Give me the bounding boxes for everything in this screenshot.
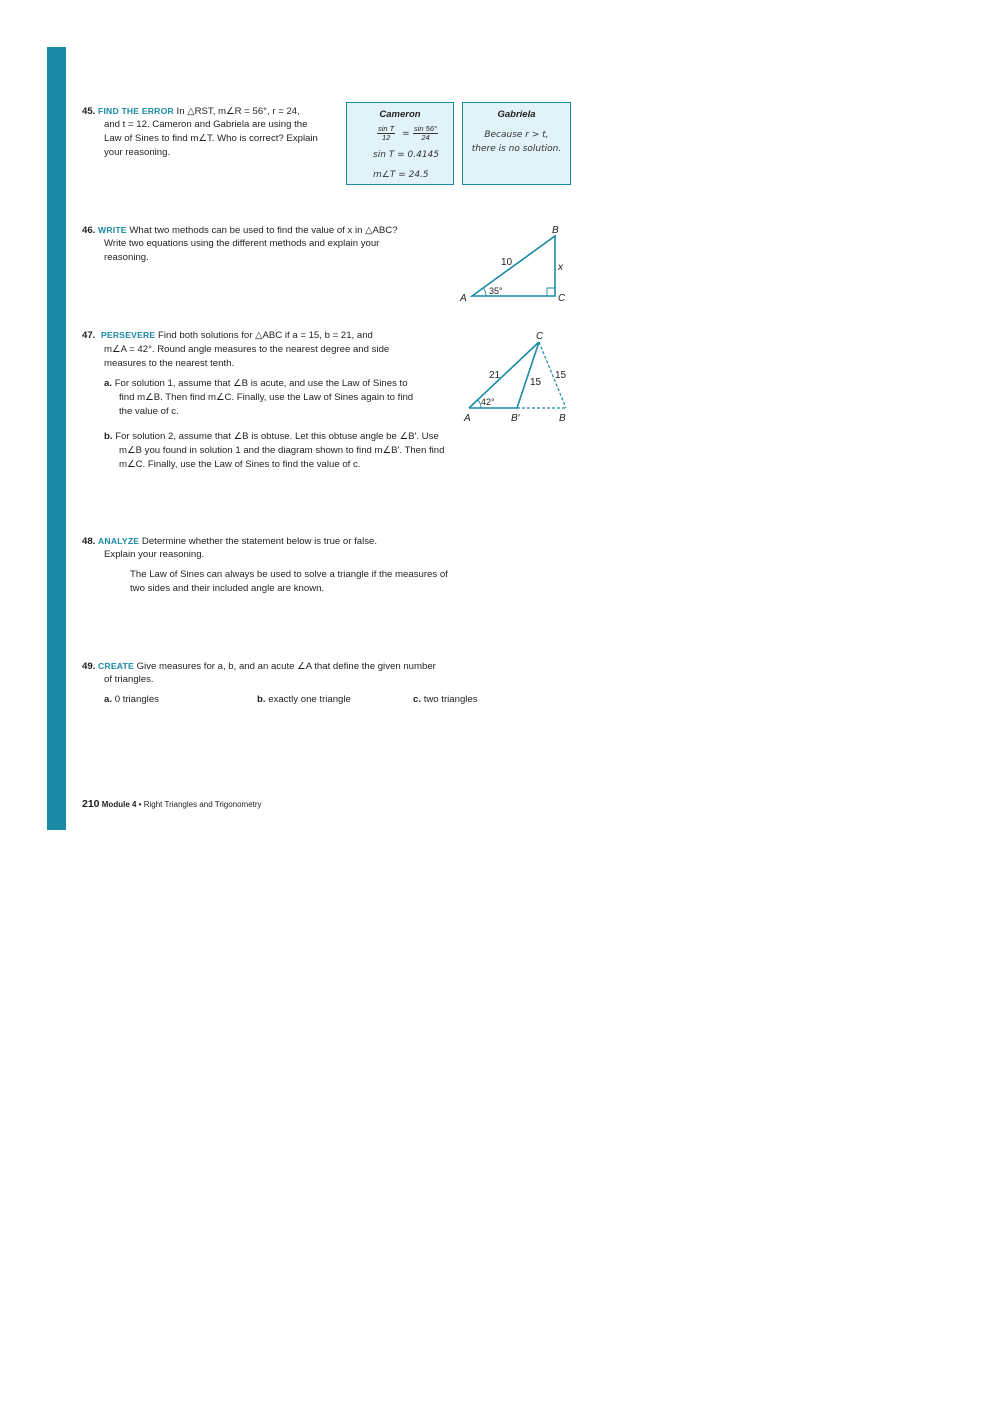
- problem-text: your reasoning.: [104, 147, 171, 158]
- problem-text: Find both solutions for △ABC if a = 15, b = 21, and: [158, 330, 373, 341]
- problem-text: and t = 12. Cameron and Gabriela are using the: [104, 119, 308, 130]
- problem-keyword: WRITE: [98, 225, 127, 235]
- triangle-outline: [472, 236, 555, 296]
- problem-text: Give measures for a, b, and an acute ∠A that define the given number: [136, 661, 436, 672]
- problem-text: measures to the nearest tenth.: [104, 358, 235, 369]
- part-text: exactly one triangle: [268, 694, 351, 705]
- part-text: 0 triangles: [114, 694, 159, 705]
- equals-sign: =: [402, 129, 410, 139]
- problem-number: 46.: [82, 225, 96, 236]
- right-angle-mark: [547, 288, 555, 296]
- problem-number: 45.: [82, 106, 96, 117]
- problem-number: 49.: [82, 661, 96, 672]
- problem-text: Explain your reasoning.: [104, 549, 205, 560]
- gabriela-work-box: [462, 102, 571, 185]
- quoted-statement: two sides and their included angle are known.: [130, 583, 325, 594]
- problem-text: Write two equations using the different methods and explain your: [104, 238, 380, 249]
- problem-text: reasoning.: [104, 252, 149, 263]
- side-label-x: x: [558, 262, 563, 273]
- problem-number: 48.: [82, 536, 96, 547]
- ambiguous-case-triangle-diagram: [455, 328, 580, 426]
- problem-number: 47.: [82, 330, 96, 341]
- part-text: the value of c.: [119, 406, 179, 417]
- vertex-label-B-prime: B′: [511, 413, 520, 424]
- side-label-a-solution-2: 15: [530, 377, 542, 388]
- module-title: Right Triangles and Trigonometry: [143, 800, 262, 809]
- problem-text: m∠A = 42°. Round angle measures to the nearest degree and side: [104, 344, 390, 355]
- problem-text: Law of Sines to find m∠T. Who is correct? Explain: [104, 133, 318, 144]
- vertex-label-B: B: [552, 225, 559, 236]
- part-text: m∠B you found in solution 1 and the diagram shown to find m∠B′. Then find: [119, 445, 445, 456]
- cameron-work-box: [346, 102, 454, 185]
- part-text: For solution 1, assume that ∠B is acute, and use the Law of Sines to: [114, 378, 408, 389]
- right-triangle-diagram: [450, 222, 580, 306]
- problem-text: What two methods can be used to find the value of x in △ABC?: [129, 225, 398, 236]
- part-label: c.: [413, 694, 422, 705]
- vertex-label-C: C: [536, 331, 544, 342]
- page-footer: [82, 797, 262, 812]
- vertex-label-A: A: [460, 293, 467, 304]
- problem-keyword: FIND THE ERROR: [98, 106, 174, 116]
- side-label-a-solution-1: 15: [555, 370, 567, 381]
- angle-label: 35°: [489, 286, 503, 296]
- box-title: Gabriela: [497, 109, 536, 120]
- part-label: a.: [104, 694, 113, 705]
- angle-arc: [483, 288, 486, 296]
- work-step: Because r > t,: [484, 130, 549, 140]
- fraction: $\frac{\sin 56^\circ}{24}$: [414, 124, 438, 142]
- part-label: b.: [104, 431, 113, 442]
- vertex-label-B: B: [559, 413, 566, 424]
- work-step: there is no solution.: [471, 144, 562, 154]
- problem-keyword: CREATE: [98, 661, 134, 671]
- problem-text: In △RST, m∠R = 56°, r = 24,: [176, 106, 300, 117]
- part-text: For solution 2, assume that ∠B is obtuse. Let this obtuse angle be ∠B′. Use: [115, 431, 439, 442]
- fraction: $\frac{\text{sin T}}{12}$: [378, 124, 395, 142]
- problem-keyword: PERSEVERE: [101, 330, 156, 340]
- page-number: 210: [82, 798, 100, 810]
- quoted-statement: The Law of Sines can always be used to solve a triangle if the measures of: [130, 569, 448, 580]
- part-label: b.: [257, 694, 266, 705]
- part-label: a.: [104, 378, 113, 389]
- problem-text: of triangles.: [104, 674, 154, 685]
- module-label: Module 4: [101, 800, 137, 809]
- part-text: two triangles: [423, 694, 478, 705]
- problem-text: Determine whether the statement below is true or false.: [141, 536, 378, 547]
- footer-separator: •: [138, 800, 142, 809]
- side-color-bar: [47, 47, 66, 830]
- angle-label: 42°: [481, 397, 495, 407]
- work-step: m∠T = 24.5: [373, 170, 429, 180]
- vertex-label-A: A: [464, 413, 471, 424]
- part-text: find m∠B. Then find m∠C. Finally, use the Law of Sines again to find: [119, 392, 414, 403]
- vertex-label-C: C: [558, 293, 566, 304]
- side-label-b: 21: [489, 370, 501, 381]
- problem-keyword: ANALYZE: [98, 536, 140, 546]
- box-title: Cameron: [379, 109, 421, 120]
- side-label-hypotenuse: 10: [501, 257, 513, 268]
- part-text: m∠C. Finally, use the Law of Sines to find the value of c.: [119, 459, 361, 470]
- work-step: sin T = 0.4145: [373, 150, 440, 160]
